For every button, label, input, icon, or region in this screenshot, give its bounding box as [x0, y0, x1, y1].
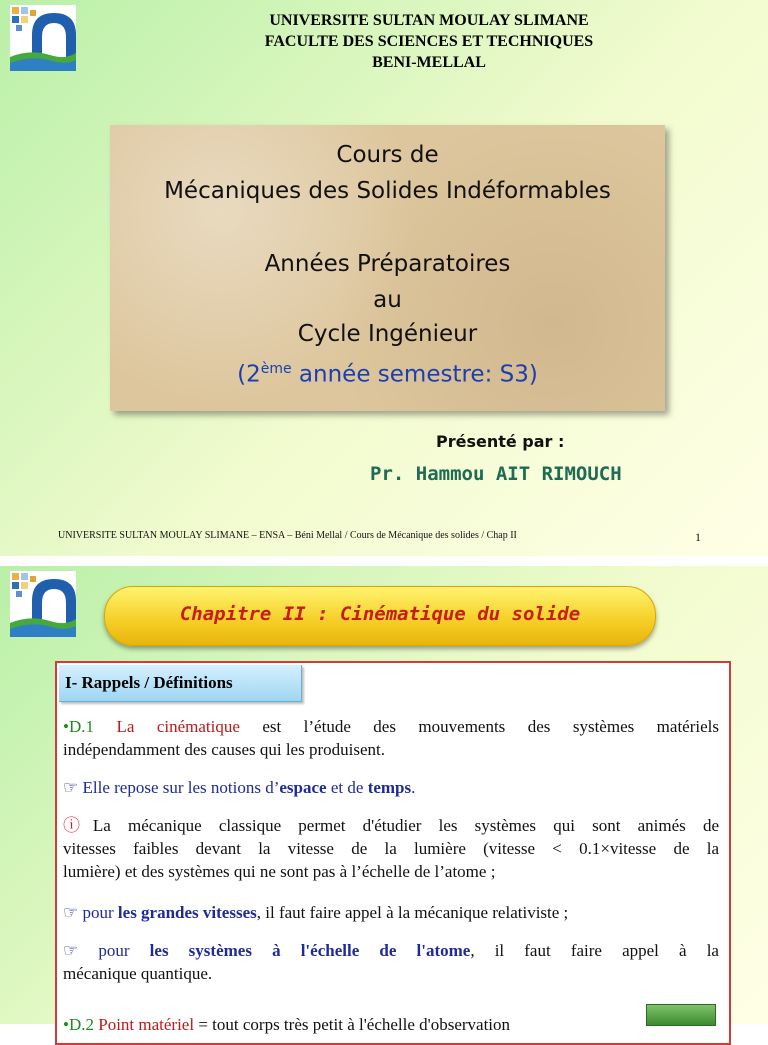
d2-term: Point matériel: [98, 1015, 195, 1034]
university-logo: [10, 5, 76, 71]
bullet2-prefix: pour: [78, 903, 118, 922]
note-line-2: vitesses faibles devant la vitesse de la lumière (vitesse < 0.1×vitesse de la: [63, 839, 719, 858]
pointing-hand-icon: ☞: [63, 778, 79, 797]
bullet3-prefix: pour: [78, 941, 150, 960]
pointing-hand-icon: ☞: [63, 941, 79, 960]
note-line-3: lumière) et des systèmes qui ne sont pas à l’échelle de l’atome ;: [63, 862, 496, 881]
d2-tag: •D.2: [63, 1015, 94, 1034]
title-line-6-prefix: (2: [237, 361, 261, 388]
pointing-hand-icon: ☞: [63, 903, 79, 922]
note-line-1: La mécanique classique permet d'étudier les systèmes qui sont animés de: [92, 816, 719, 835]
title-line-5: Cycle Ingénieur: [297, 321, 478, 347]
page-number: 1: [695, 530, 701, 544]
note-mecanique-classique: [63, 814, 719, 883]
chapter-slide: [0, 566, 768, 1034]
bullet3-line-2: mécanique quantique.: [63, 964, 213, 983]
bullet2-suffix: , il faut faire appel à la mécanique relativiste ;: [256, 903, 569, 922]
title-line-6-sup: ème: [260, 361, 292, 377]
definition-d1: [63, 715, 719, 761]
chapter-banner: [104, 586, 656, 646]
slide-footer: UNIVERSITE SULTAN MOULAY SLIMANE – ENSA – Béni Mellal / Cours de Mécanique des solides / Chap II: [58, 530, 517, 541]
bullet2-term: les grandes vitesses: [117, 903, 257, 922]
bullet3-suffix: , il faut faire appel à la: [470, 941, 719, 960]
university-header: [90, 10, 768, 73]
presented-by-label: Présenté par :: [436, 432, 565, 451]
bullet-grandes-vitesses: [63, 901, 719, 924]
bullet1-prefix: Elle repose sur les notions d’: [78, 778, 280, 797]
bullet-espace-temps: [63, 776, 719, 799]
title-line-6-suffix: année semestre: S3): [291, 361, 538, 388]
university-logo: [10, 571, 76, 637]
title-line-2: Mécaniques des Solides Indéformables: [164, 178, 611, 204]
title-line-1: Cours de: [336, 142, 439, 168]
bullet3-term: les systèmes à l'échelle de l'atome: [149, 941, 471, 960]
bullet1-middle: et de: [326, 778, 368, 797]
chapter-title: Chapitre II : Cinématique du solide: [179, 603, 581, 625]
field-thumbnail-image: [646, 1004, 716, 1026]
section-label: I- Rappels / Définitions: [59, 665, 302, 702]
title-line-3: Années Préparatoires: [264, 251, 511, 277]
definition-d2: [63, 1013, 719, 1036]
info-icon: ⓘ: [63, 816, 93, 835]
header-line-3: BENI-MELLAL: [372, 54, 486, 71]
bullet-echelle-atome: [63, 939, 719, 985]
header-line-2: FACULTE DES SCIENCES ET TECHNIQUES: [264, 33, 594, 50]
definitions-box: [55, 661, 731, 1045]
bullet1-end: .: [411, 778, 416, 797]
author-name: Pr. Hammou AIT RIMOUCH: [370, 463, 622, 485]
d1-text-line-1: est l’étude des mouvements des systèmes matériels: [239, 717, 719, 736]
bullet1-word-temps: temps: [367, 778, 412, 797]
d1-text-line-2: indépendamment des causes qui les produisent.: [63, 740, 385, 759]
title-line-6: [110, 355, 665, 389]
bullet1-word-espace: espace: [279, 778, 327, 797]
d1-term: La cinématique: [116, 717, 240, 736]
d2-text: = tout corps très petit à l'échelle d'observation: [194, 1015, 511, 1034]
course-title-box: [110, 125, 665, 411]
title-line-4: au: [373, 287, 402, 313]
header-line-1: UNIVERSITE SULTAN MOULAY SLIMANE: [269, 12, 589, 29]
d1-tag: •D.1: [63, 717, 94, 736]
